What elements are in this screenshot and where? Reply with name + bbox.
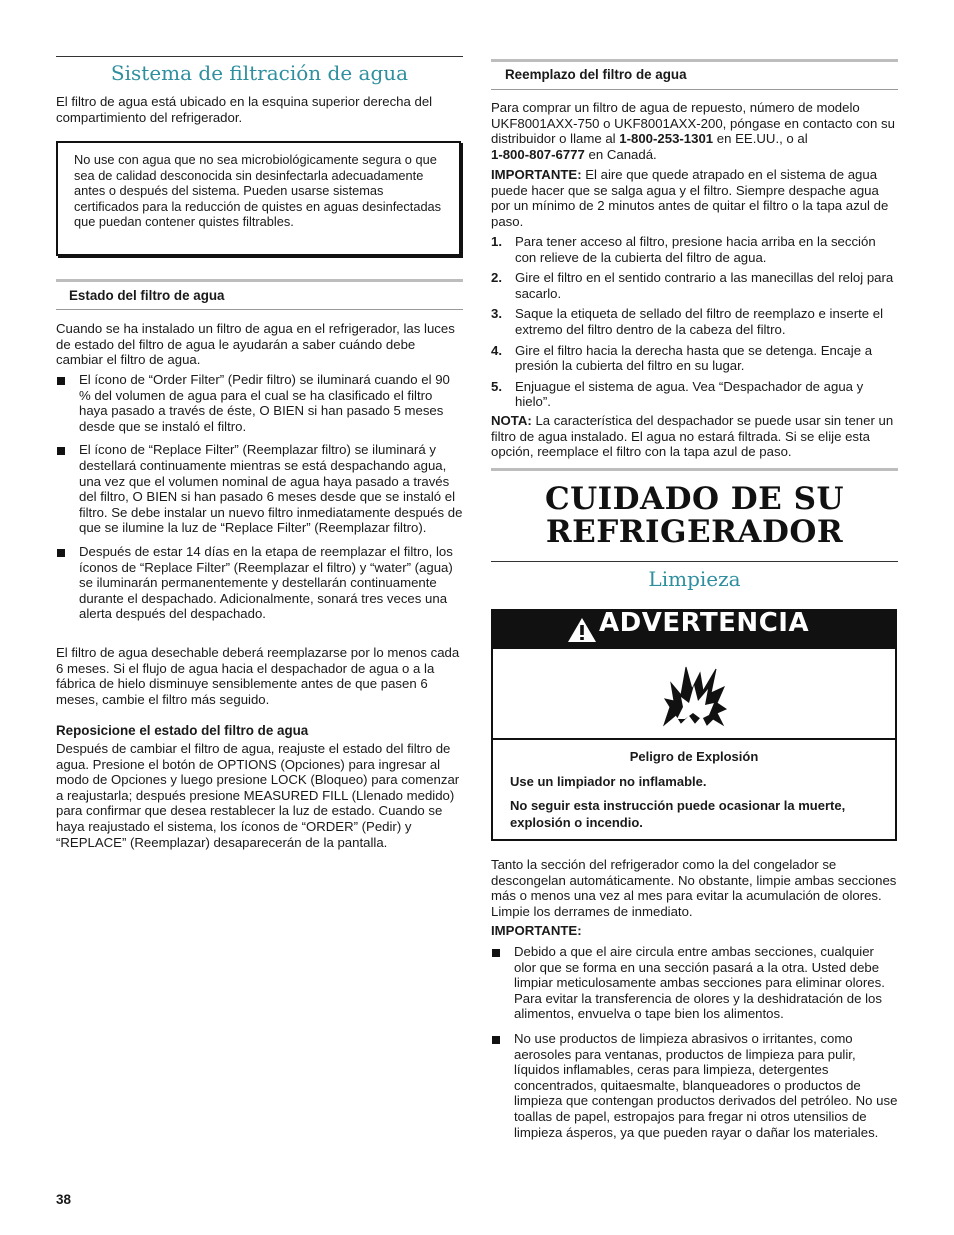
page-number: 38 (56, 1192, 72, 1207)
list-item: Después de estar 14 días en la etapa de reemplazar el filtro, los íconos de “Replace Filter” (Reemplazar el filtro) y “water” (agua) se iluminarán permanentemente y destellarán continuamente durante el despachado. Adicionalmente, sonará tres veces una alerta después del despachado. (56, 544, 463, 622)
left-top-rule (56, 56, 463, 57)
list-item: El ícono de “Replace Filter” (Reemplazar filtro) se iluminará y destellará continuamente mientras se está despachando agua, una vez que el volumen nominal de agua haya pasado a través del filtro, O BIEN si han pasado 6 meses desde que se instaló el filtro. Se debe instalar un nuevo filtro inmediatamente después de que se ilumine la luz de “Replace Filter” (Reemplazar filtro). (56, 442, 463, 536)
status-heading-rule (56, 279, 463, 282)
explosion-warning-box (491, 609, 897, 841)
care-title-rule (491, 468, 898, 471)
dispenser-note: NOTA: La característica del despachador se puede usar sin tener un filtro de agua instalado. El agua no estará filtrada. Si se elije esta opción, reemplace el filtro con la tapa azul de paso. (491, 413, 894, 460)
warning-text (493, 739, 895, 831)
list-item: Debido a que el aire circula entre ambas secciones, cualquier olor que se forma en una sección pasará a la otra. Usted debe limpiar meticulosamente ambas secciones para eliminar olores. Para evitar la transferencia de olores y la deshidratación de los alimentos, envuelva o tape bien los alimentos. (491, 944, 898, 1022)
replace-filter-heading: Reemplazo del filtro de agua (505, 67, 687, 82)
cleaning-list (491, 944, 898, 1147)
replace-steps-list (491, 234, 898, 415)
list-item: 2. Gire el filtro en el sentido contrario a las manecillas del reloj para sacarlo. (491, 270, 894, 301)
phone-us: 1-800-253-1301 (619, 131, 714, 147)
hazard-label: Peligro de Explosión (629, 749, 759, 764)
section-title-filtration: Sistema de filtración de agua (110, 61, 409, 85)
bullet-square-icon (492, 1036, 500, 1044)
list-item: 4. Gire el filtro hacia la derecha hasta que se detenga. Encaje a presión la cubierta del filtro en su lugar. (491, 342, 873, 374)
list-item: 1. Para tener acceso al filtro, presione hacia arriba en la sección con relieve de la cubierta del filtro de agua. (491, 234, 876, 265)
status-heading-underline (56, 309, 463, 310)
list-item: No use productos de limpieza abrasivos o irritantes, como aerosoles para ventanas, productos de limpieza para pulir, líquidos inflamables, ceras para limpieza, detergentes concentrados, quitaesmalte, blanqueadores o productos de limpieza que contengan productos derivados del petróleo. No use toallas de papel, estropajos para fregar ni otros utensilios de limpieza ásperos, ya que pueden rayar o dañar los materiales. (491, 1031, 898, 1140)
list-item: El ícono de “Order Filter” (Pedir filtro) se iluminará cuando el 90 % del volumen de agua para el cual se ha clasificado el filtro haya pasado a través de éste, O BIEN si han pasado 5 meses desde que se instaló el filtro. (56, 372, 463, 434)
warning-header (493, 608, 895, 649)
water-safety-notice (56, 141, 461, 256)
section-title-cleaning: Limpieza (648, 567, 741, 591)
bullet-square-icon (492, 949, 500, 957)
cleaning-intro-text: Tanto la sección del refrigerador como la del congelador se descongelan automáticamente. No obstante, limpie ambas secciones más o menos una vez al mes para evitar la acumulación de olores. Limpie los derrames de inmediato. (491, 857, 897, 919)
warning-line-2: No seguir esta instrucción puede ocasionar la muerte, explosión o incendio. (510, 798, 846, 831)
cleaning-top-rule (491, 561, 898, 562)
filter-status-intro: Cuando se ha instalado un filtro de agua en el refrigerador, las luces de estado del filtro de agua le ayudarán a saber cuándo debe cambiar el filtro de agua. (56, 321, 455, 368)
buy-filter-text: Para comprar un filtro de agua de repuesto, número de modelo UKF8001AXX-750 o UKF8001AXX-200, póngase en contacto con su distribuidor o llame al 1-800-253-1301 en EE.UU., o al 1-800-807-6777 en Canadá. (491, 100, 895, 162)
water-safety-notice-text: No use con agua que no sea microbiológicamente segura o que sea de calidad desconocida sin desinfectarla adecuadamente antes o después del sistema. Pueden usarse sistemas certificados para la reducción de quistes en aguas desinfectadas que puedan contener quistes filtrables. (74, 152, 442, 230)
warning-line-1: Use un limpiador no inflamable. (510, 773, 707, 789)
warning-triangle-icon (567, 617, 597, 643)
phone-canada: 1-800-807-6777 (491, 146, 585, 162)
page-title: CUIDADO DE SU REFRIGERADOR (544, 481, 845, 550)
filter-status-list (56, 372, 463, 629)
important-air-text: IMPORTANTE: El aire que quede atrapado en el sistema de agua puede hacer que se salga agua y el filtro. Siempre despache agua por un mínimo de 2 minutos antes de quitar el filtro o la tapa azul de paso. (491, 167, 889, 229)
warning-header-text: ADVERTENCIA (599, 608, 810, 638)
list-item: 5. Enjuague el sistema de agua. Vea “Despachador de agua y hielo”. (491, 378, 864, 410)
filter-location-text: El filtro de agua está ubicado en la esquina superior derecha del compartimiento del refrigerador. (56, 94, 433, 125)
explosion-symbol-area (493, 649, 895, 740)
bullet-square-icon (57, 377, 65, 385)
reset-status-text: Después de cambiar el filtro de agua, reajuste el estado del filtro de agua. Presione el botón de OPTIONS (Opciones) para ingresar al modo de Opciones y luego presione LOCK (Bloqueo) para comenzar a reajustarla; después presione MEASURED FILL (Llenado medido) para confirmar que desea restablecer la luz de estado. Cuando se haya reajustado el sistema, los íconos de “ORDER” (Pedir) y “REPLACE” (Reemplazar) desaparecerán de la pantalla. (56, 741, 460, 850)
important-label: IMPORTANTE: (491, 923, 582, 938)
filter-status-heading: Estado del filtro de agua (69, 288, 225, 303)
replace-heading-rule (491, 59, 898, 62)
bullet-square-icon (57, 447, 65, 455)
explosion-icon (661, 663, 729, 727)
bullet-square-icon (57, 549, 65, 557)
replace-heading-underline (491, 89, 898, 90)
reset-status-heading: Reposicione el estado del filtro de agua (56, 723, 309, 738)
list-item: 3. Saque la etiqueta de sellado del filtro de reemplazo e inserte el extremo del filtro dentro de la cabeza del filtro. (491, 306, 884, 337)
disposable-filter-text: El filtro de agua desechable deberá reemplazarse por lo menos cada 6 meses. Si el flujo de agua hacia el despachador de agua o a la fábrica de hielo disminuye sensiblemente antes de que pasen 6 meses, cambie el filtro más seguido. (56, 645, 460, 707)
